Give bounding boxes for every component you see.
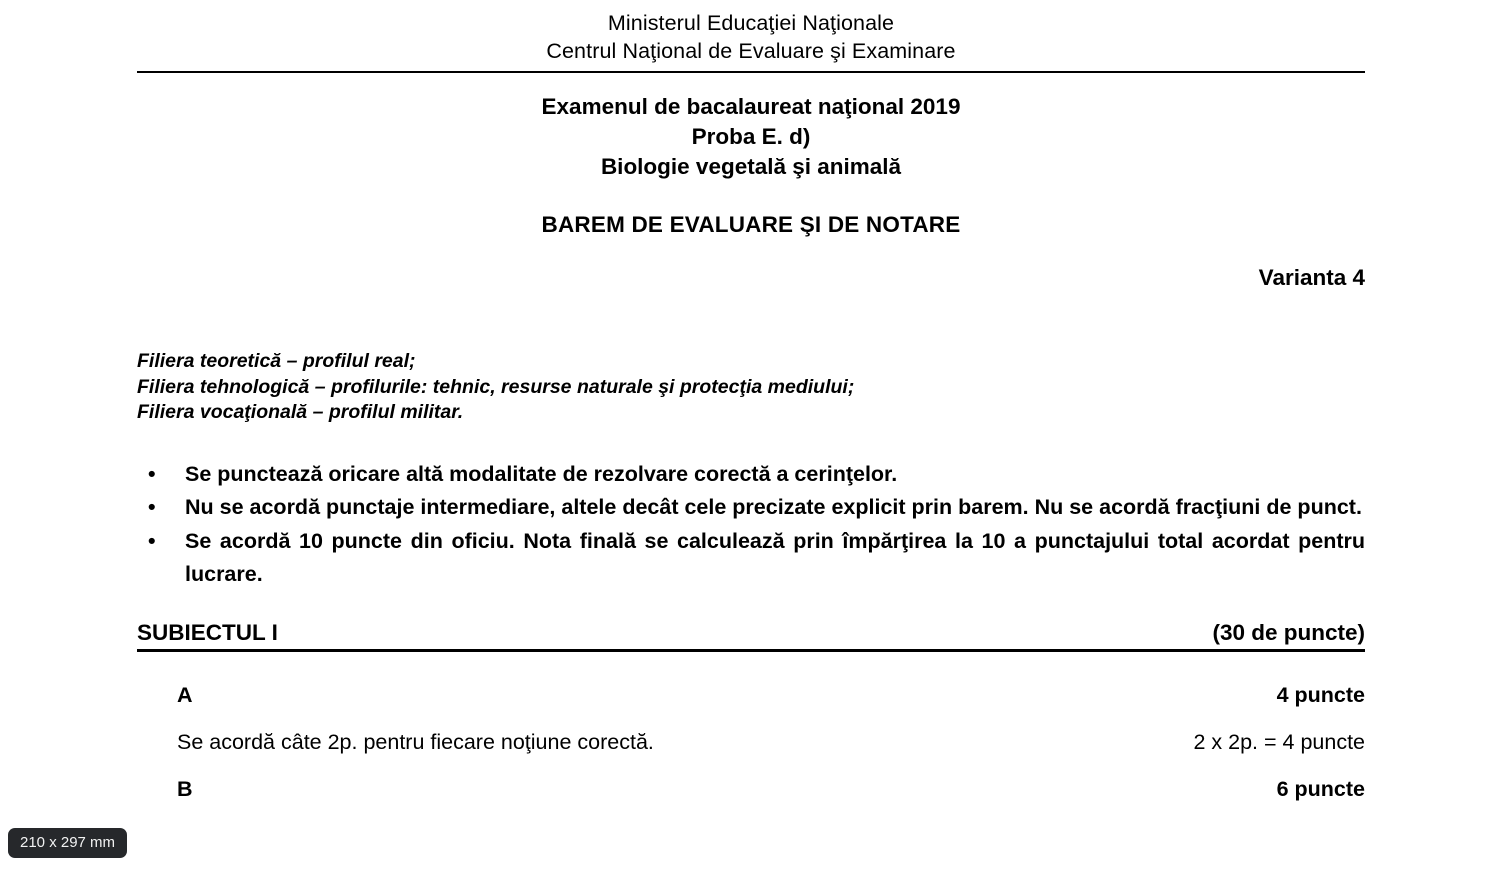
note-text: Se acordă 10 puncte din oficiu. Nota finală se calculează prin împărţirea la 10 a punctajului total acordat pentru lucrare. [185,528,1365,586]
page-size-badge: 210 x 297 mm [8,828,127,858]
exam-title-line-1: Examenul de bacalaureat naţional 2019 [541,94,961,119]
note-text: Nu se acordă punctaje intermediare, altele decât cele precizate explicit prin barem. Nu se acordă fracţiuni de punct. [185,495,1362,519]
institution-line-2: Centrul Naţional de Evaluare şi Examinare [546,39,956,63]
section-label: A [177,682,193,707]
bullet-icon: • [148,528,156,553]
section-detail-text: Se acordă câte 2p. pentru fiecare noţiune corectă. [177,729,654,754]
header-divider [137,71,1365,73]
filiera-line-1: Filiera teoretică – profilul real; [137,350,416,372]
section-detail-points: 2 x 2p. = 4 puncte [1193,729,1365,754]
filiera-line-3: Filiera vocaţională – profilul militar. [137,401,464,423]
grading-notes-list [137,458,1365,592]
subject-label: SUBIECTUL I [137,619,278,645]
institution-line-1: Ministerul Educaţiei Naţionale [607,11,895,35]
filiera-line-2: Filiera tehnologică – profilurile: tehnic, resurse naturale şi protecţia mediului; [137,375,855,398]
subject-heading-row [137,618,1365,652]
exam-title-line-2: Proba E. d) [691,124,811,149]
exam-title [137,92,1365,182]
section-points: 6 puncte [1276,776,1365,801]
bullet-icon: • [148,495,156,519]
content-column [137,0,1365,804]
exam-title-line-3: Biologie vegetală şi animală [600,154,902,179]
section-row-a [137,680,1365,710]
filiera-block [137,349,1365,426]
list-item [137,458,1365,492]
section-label: B [177,776,193,801]
list-item [137,491,1365,525]
score-rows [137,680,1365,804]
note-text: Se punctează oricare altă modalitate de rezolvare corectă a cerinţelor. [185,461,898,486]
section-row-a-detail [137,727,1365,757]
list-item [137,525,1365,592]
subject-points: (30 de puncte) [1212,619,1365,645]
scheme-heading: BAREM DE EVALUARE ŞI DE NOTARE [541,212,961,237]
section-points: 4 puncte [1276,682,1365,707]
bullet-icon: • [148,461,156,486]
section-row-b [137,774,1365,804]
institution-header [137,0,1365,65]
variant-label: Varianta 4 [1258,265,1365,290]
